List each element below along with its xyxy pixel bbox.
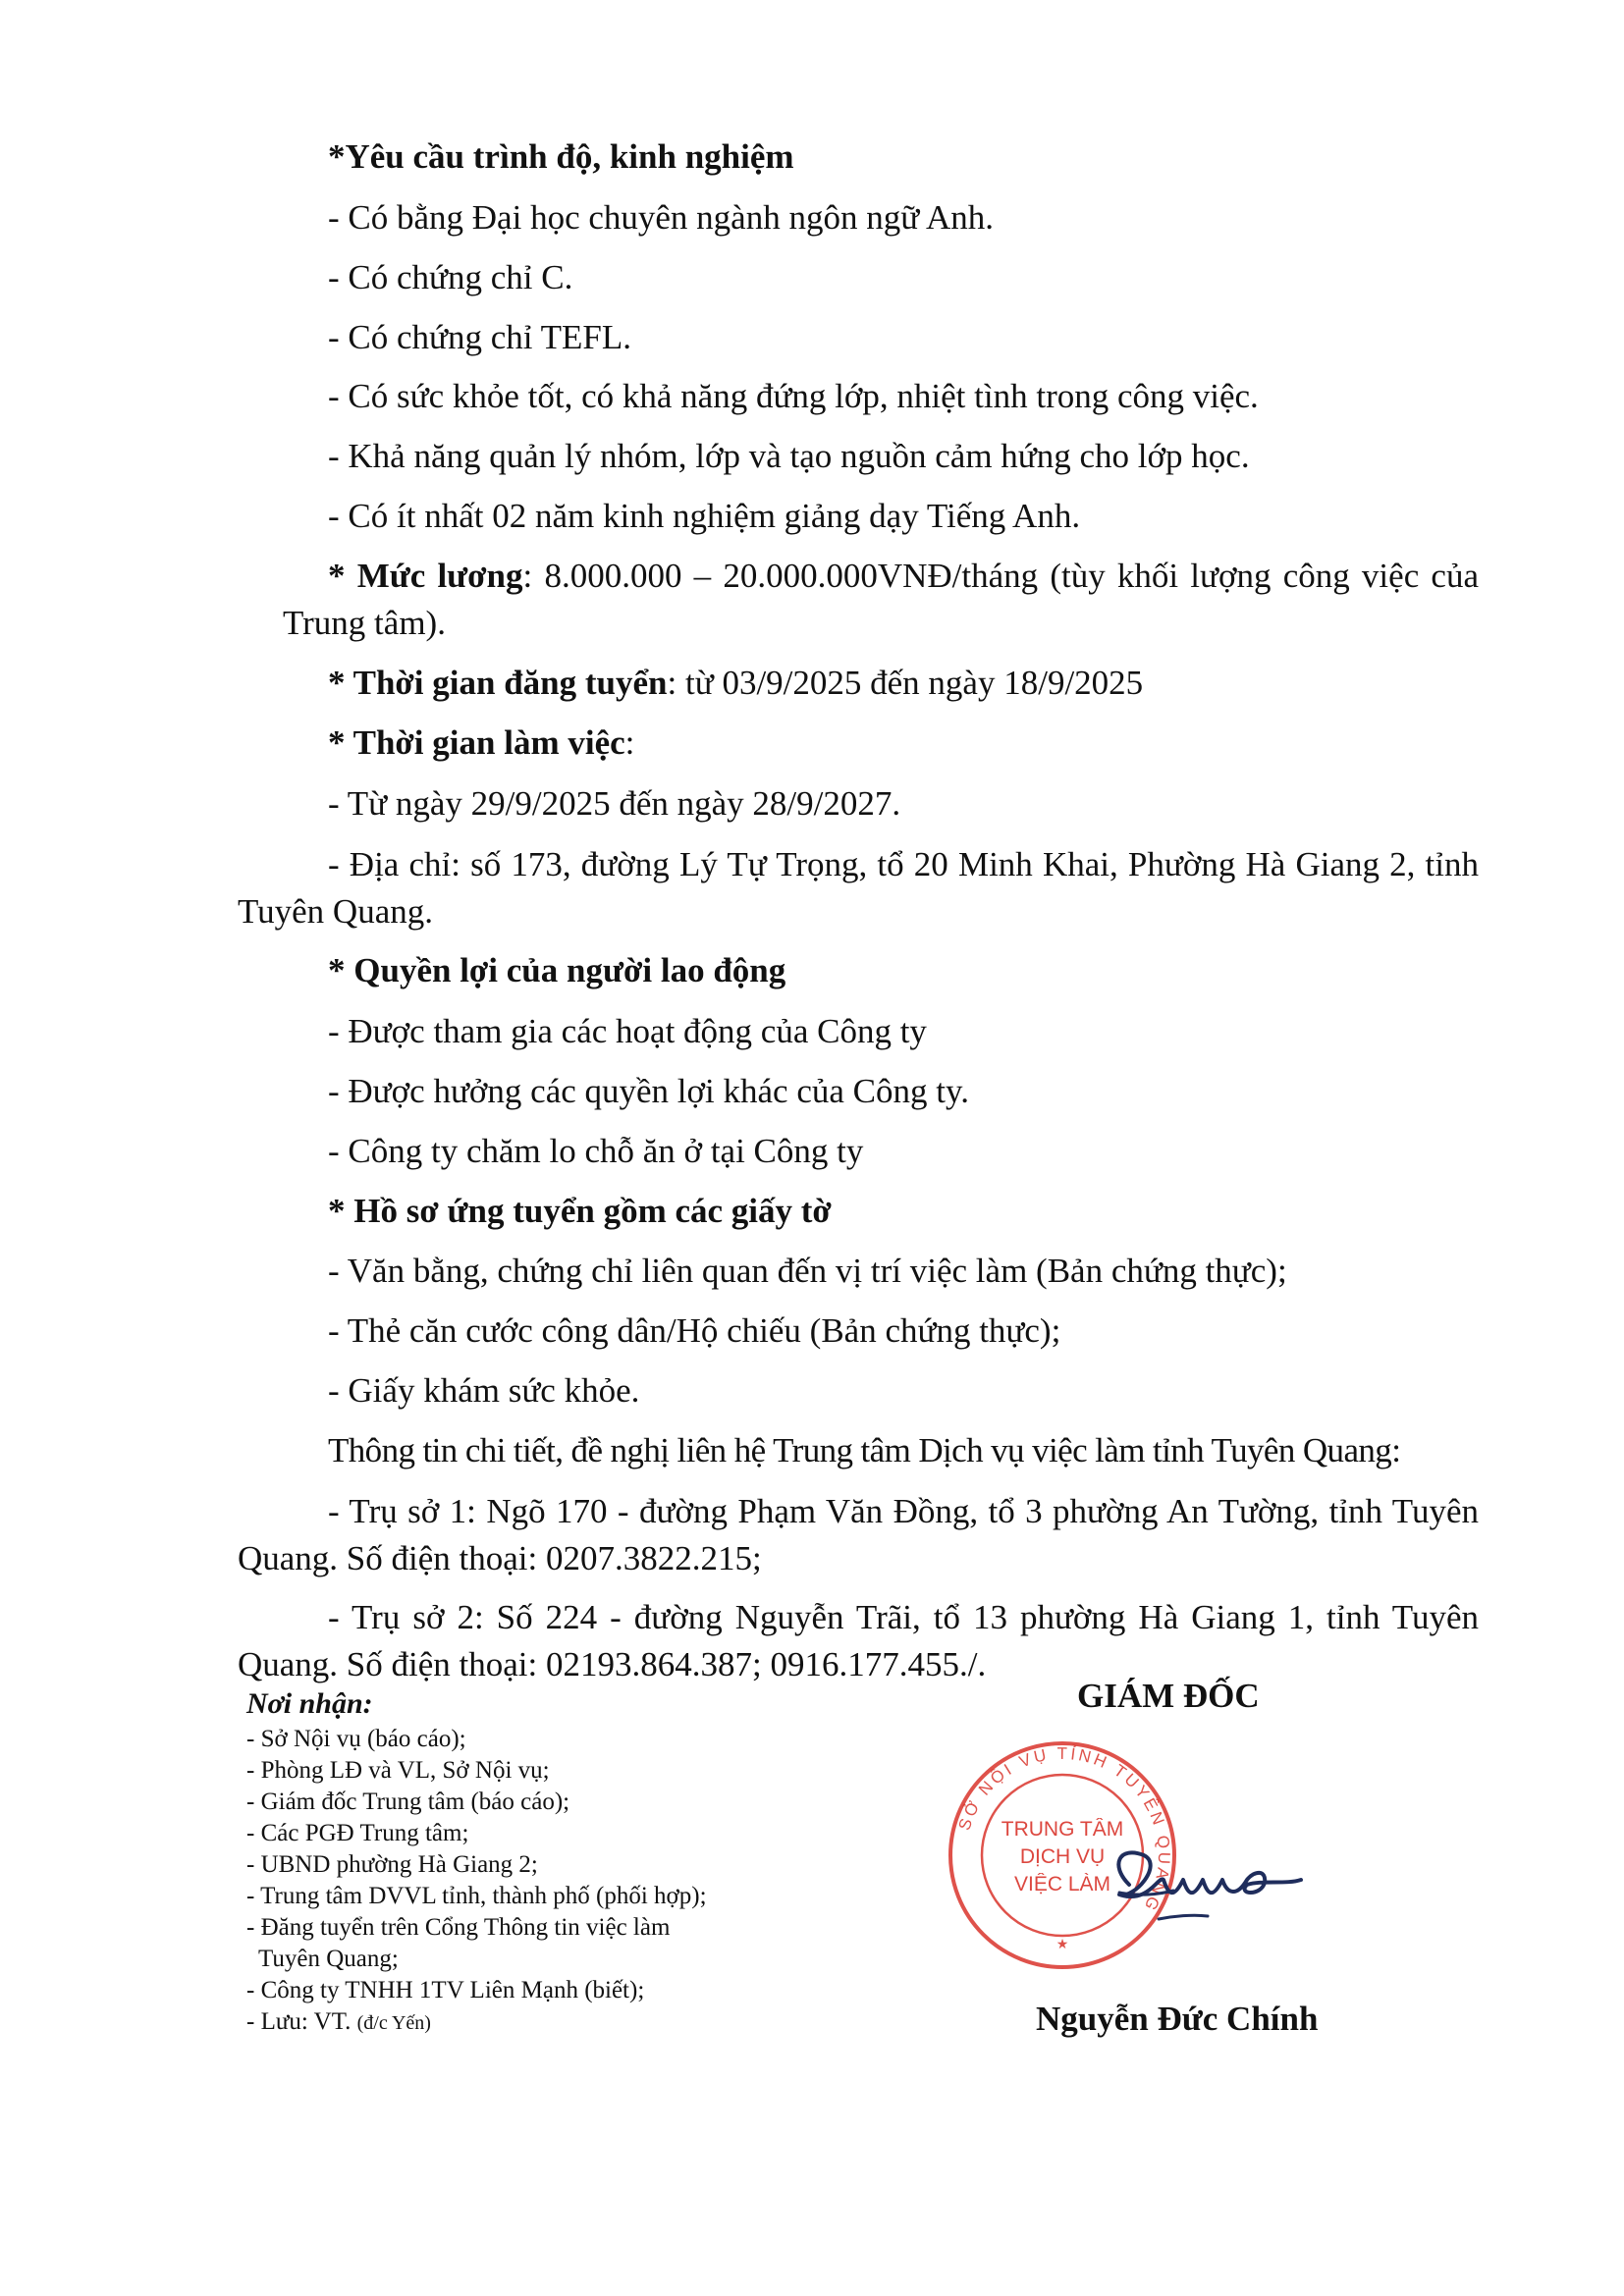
working-address: - Địa chỉ: số 173, đường Lý Tự Trọng, tổ 20 Minh Khai, Phường Hà Giang 2, tỉnh Tuyên Quang.	[238, 845, 1479, 931]
contact-intro: Thông tin chi tiết, đề nghị liên hệ Trung tâm Dịch vụ việc làm tỉnh Tuyên Quang:	[328, 1431, 1401, 1469]
qualification-item: - Có chứng chỉ C.	[328, 258, 573, 296]
benefit-item: - Công ty chăm lo chỗ ăn ở tại Công ty	[328, 1132, 864, 1170]
contact-office-1: - Trụ sở 1: Ngõ 170 - đường Phạm Văn Đồng, tổ 3 phường An Tường, tỉnh Tuyên Quang. Số điện thoại: 0207.3822.215;	[238, 1492, 1479, 1577]
archive-label: - Lưu: VT.	[246, 2008, 352, 2035]
recipient-item: - UBND phường Hà Giang 2;	[246, 1851, 538, 1878]
document-item: - Giấy khám sức khỏe.	[328, 1371, 640, 1410]
recipient-item: - Đăng tuyển trên Cổng Thông tin việc làm	[246, 1914, 671, 1941]
seal-ring-text: SỞ NỘI VỤ TỈNH TUYÊN QUANG	[954, 1743, 1174, 1916]
recipient-item: - Sở Nội vụ (báo cáo);	[246, 1726, 466, 1752]
working-time-label: * Thời gian làm việc	[328, 723, 625, 762]
benefits-heading: * Quyền lợi của người lao động	[328, 951, 786, 989]
document-item: - Thẻ căn cước công dân/Hộ chiếu (Bản chứng thực);	[328, 1311, 1061, 1350]
contact-office-2: - Trụ sở 2: Số 224 - đường Nguyễn Trãi, tổ 13 phường Hà Giang 1, tỉnh Tuyên Quang. Số điện thoại: 02193.864.387; 0916.177.455./.	[238, 1598, 1479, 1683]
salary-label: * Mức lương	[328, 557, 523, 595]
qualification-item: - Có ít nhất 02 năm kinh nghiệm giảng dạy Tiếng Anh.	[328, 497, 1081, 535]
salary-paragraph	[283, 553, 1479, 647]
recipients-list	[246, 1686, 855, 2039]
qualification-item: - Có chứng chỉ TEFL.	[328, 318, 631, 356]
signer-name: Nguyễn Đức Chính	[1036, 2000, 1319, 2038]
qualification-item: - Khả năng quản lý nhóm, lớp và tạo nguồn cảm hứng cho lớp học.	[328, 437, 1250, 475]
recipient-item: - Công ty TNHH 1TV Liên Mạnh (biết);	[246, 1977, 645, 2003]
recipient-item-archive	[246, 2006, 855, 2039]
recipient-item: - Trung tâm DVVL tỉnh, thành phố (phối hợp);	[246, 1883, 707, 1909]
recipient-item: - Các PGĐ Trung tâm;	[246, 1820, 469, 1846]
posting-time-text: : từ 03/9/2025 đến ngày 18/9/2025	[667, 664, 1144, 702]
qualification-item: - Có bằng Đại học chuyên ngành ngôn ngữ Anh.	[328, 198, 995, 237]
qualifications-heading: *Yêu cầu trình độ, kinh nghiệm	[328, 137, 794, 176]
working-period: - Từ ngày 29/9/2025 đến ngày 28/9/2027.	[328, 784, 901, 823]
benefit-item: - Được hưởng các quyền lợi khác của Công ty.	[328, 1072, 969, 1110]
recipient-item: - Giám đốc Trung tâm (báo cáo);	[246, 1789, 570, 1815]
archive-note: (đ/c Yến)	[356, 2012, 431, 2034]
working-time-colon: :	[624, 723, 635, 762]
svg-text:★: ★	[1056, 1938, 1069, 1952]
document-item: - Văn bằng, chứng chỉ liên quan đến vị trí việc làm (Bản chứng thực);	[328, 1252, 1287, 1290]
qualification-item: - Có sức khỏe tốt, có khả năng đứng lớp, nhiệt tình trong công việc.	[328, 377, 1259, 415]
recipient-item: Tuyên Quang;	[258, 1946, 399, 1972]
working-time	[328, 720, 634, 767]
posting-time-label: * Thời gian đăng tuyển	[328, 664, 668, 702]
documents-heading: * Hồ sơ ứng tuyển gồm các giấy tờ	[328, 1192, 832, 1230]
recipients-title: Nơi nhận:	[246, 1687, 373, 1720]
seal-line-1: TRUNG TÂM	[1001, 1818, 1124, 1841]
seal-line-2: DỊCH VỤ	[1019, 1845, 1106, 1868]
recipient-item: - Phòng LĐ và VL, Sở Nội vụ;	[246, 1757, 550, 1784]
director-title: GIÁM ĐỐC	[1077, 1677, 1260, 1715]
salary-text: : 8.000.000 – 20.000.000VNĐ/tháng (tùy khối lượng công việc của Trung tâm).	[283, 557, 1479, 642]
seal-line-3: VIỆC LÀM	[1013, 1873, 1111, 1896]
posting-time	[328, 660, 1143, 707]
handwritten-signature-icon	[1090, 1826, 1326, 1944]
benefit-item: - Được tham gia các hoạt động của Công ty	[328, 1012, 927, 1050]
